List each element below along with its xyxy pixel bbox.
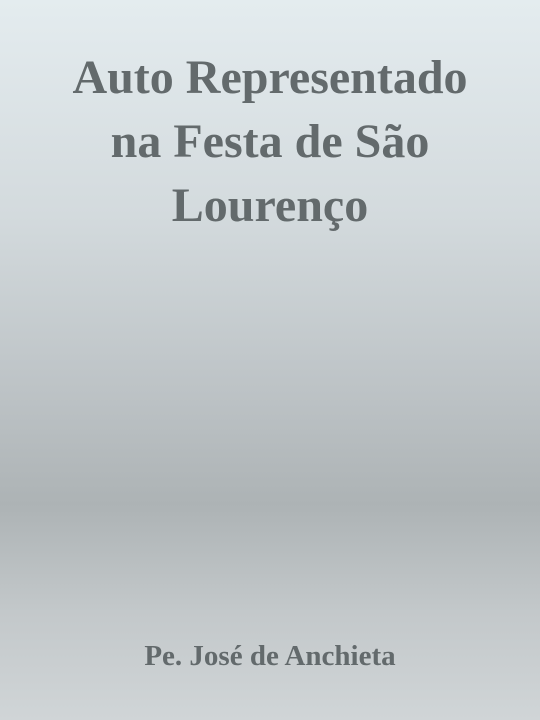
- book-title: [0, 46, 540, 238]
- title-line-2: na Festa de São: [110, 115, 430, 168]
- title-line-1: Auto Representado: [72, 51, 468, 104]
- title-line-3: Lourenço: [171, 179, 369, 232]
- book-author: Pe. José de Anchieta: [144, 640, 396, 672]
